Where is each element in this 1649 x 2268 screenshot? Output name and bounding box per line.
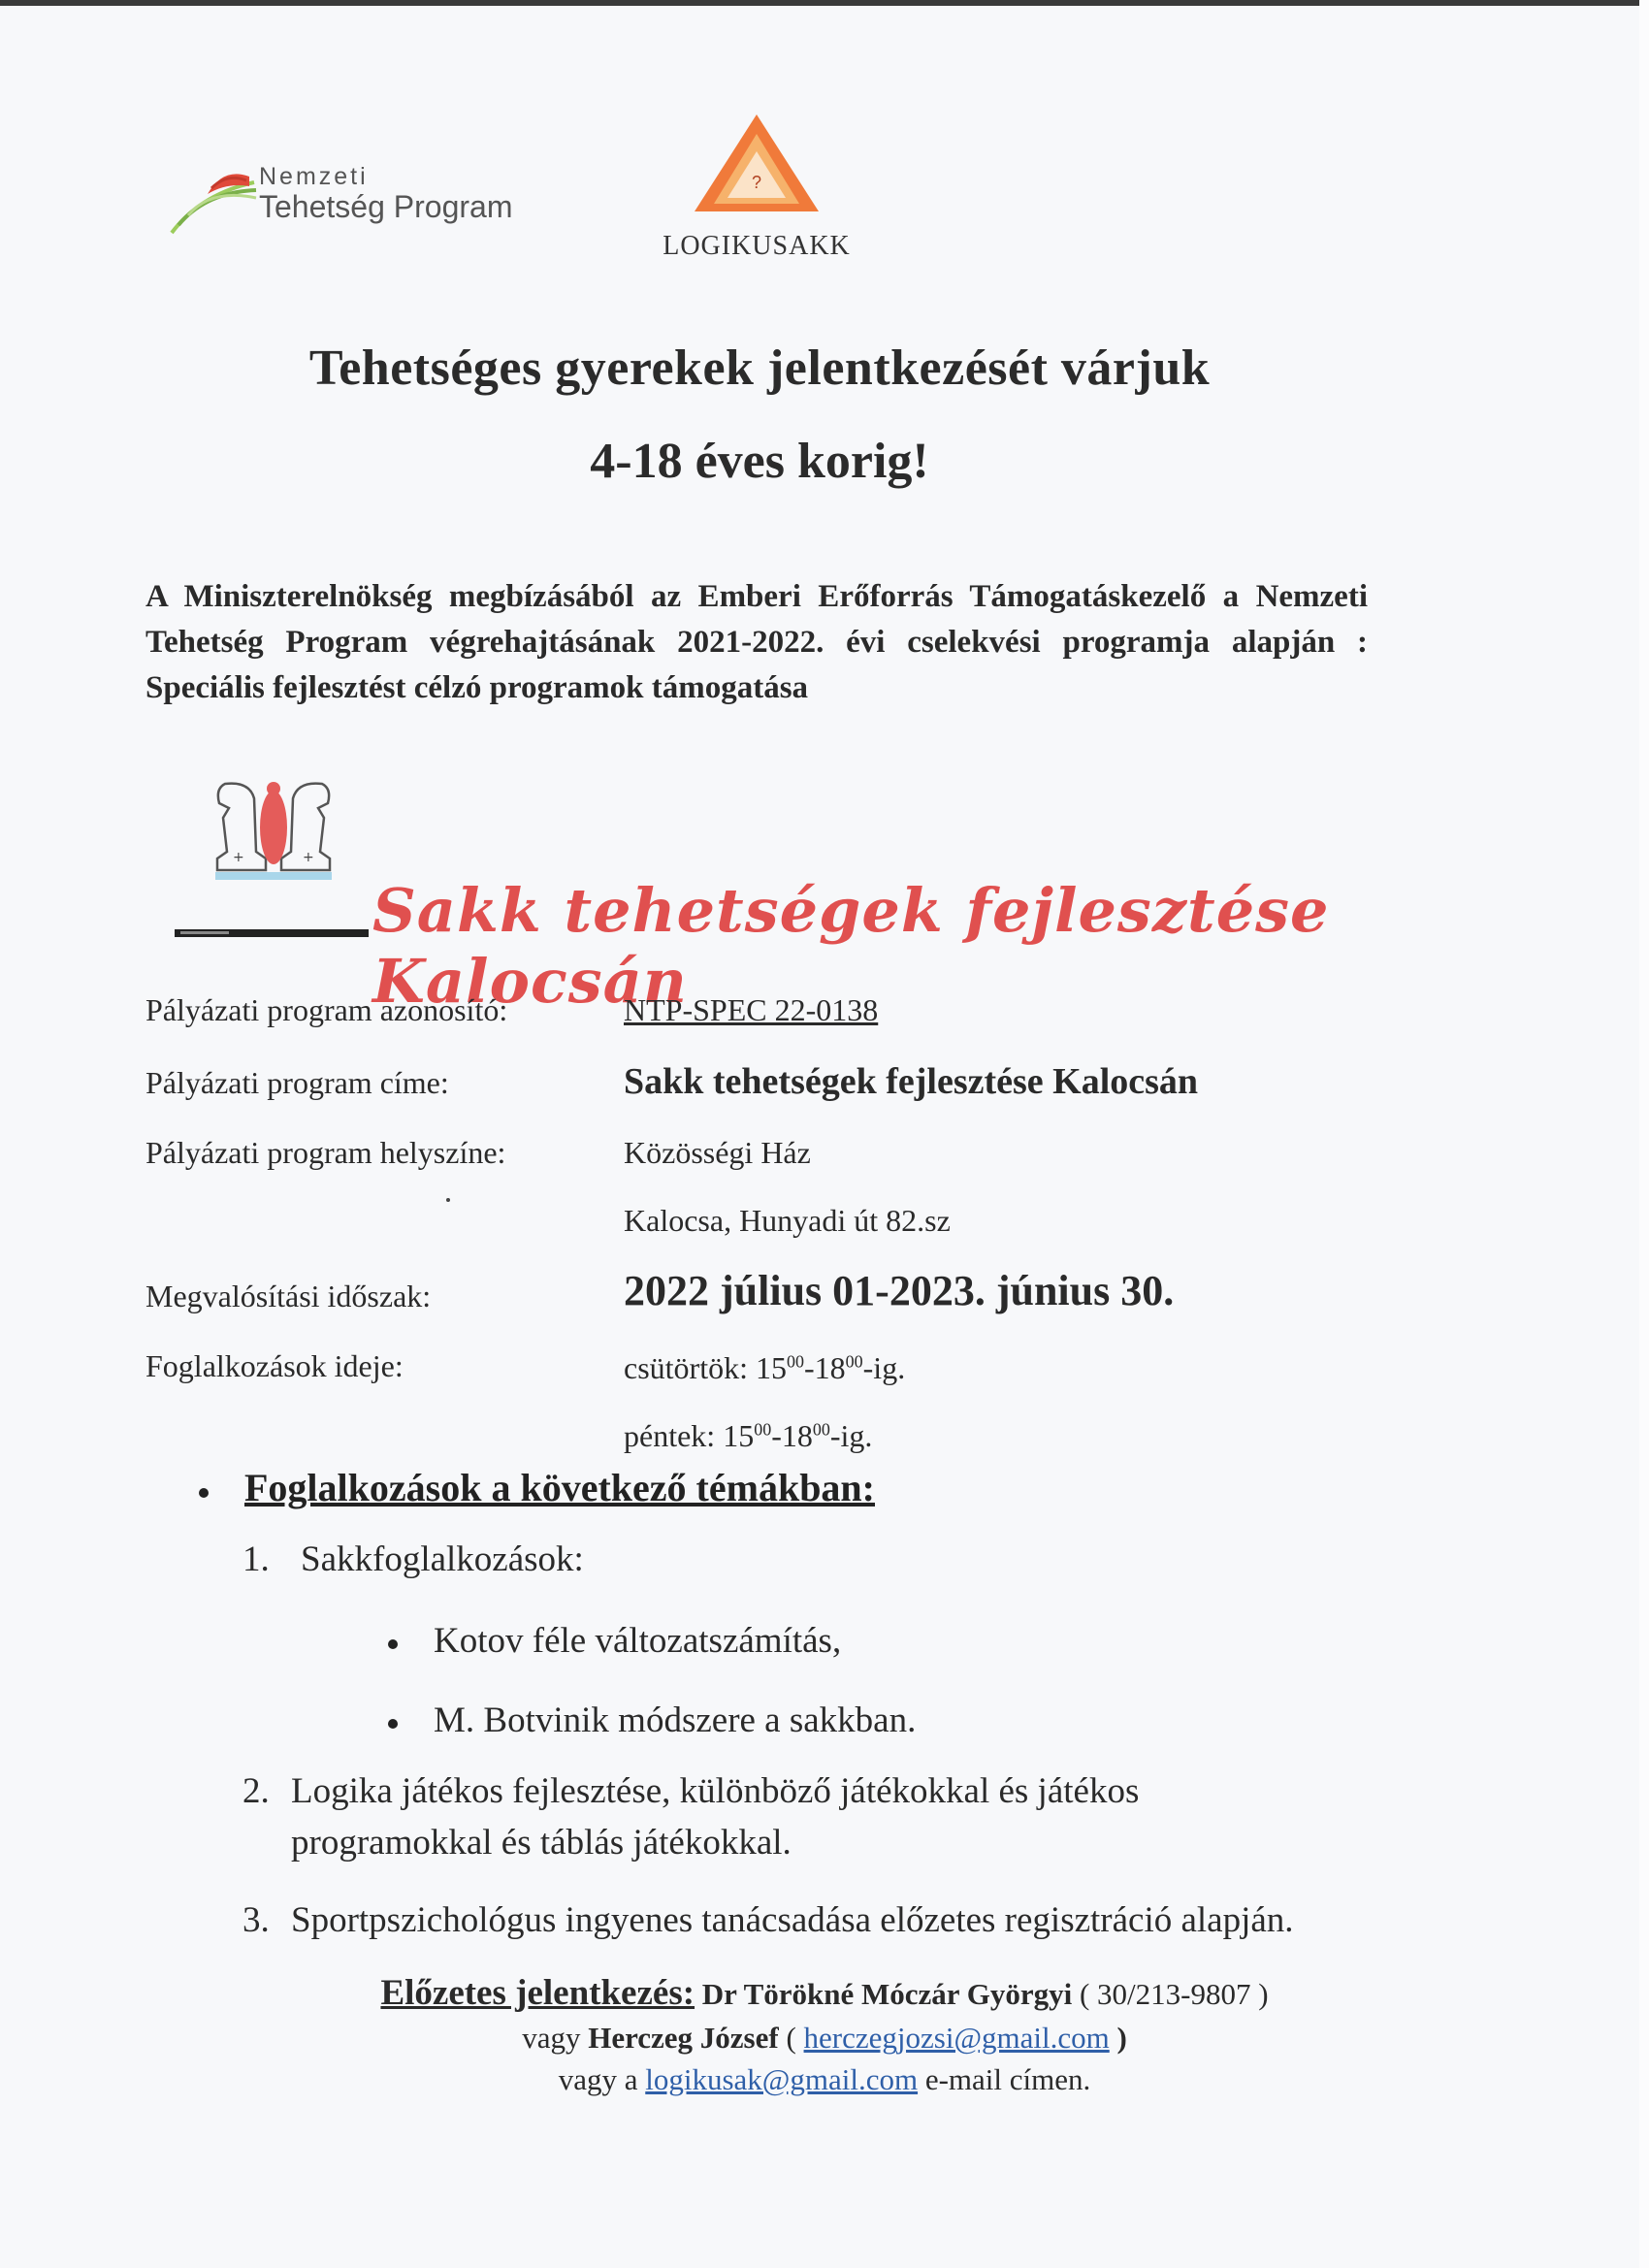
logikusakk-label: LOGIKUSAKK: [663, 231, 851, 261]
contact-line-2: [0, 2021, 1649, 2056]
program-title: Sakk tehetségek fejlesztése Kalocsán: [372, 875, 1330, 1017]
topic-number-1: 1.: [242, 1539, 270, 1579]
time-sup: 00: [754, 1419, 772, 1440]
period-label: Megvalósítási időszak:: [146, 1279, 432, 1313]
program-title-value: Sakk tehetségek fejlesztése Kalocsán: [624, 1061, 1199, 1102]
program-location-label: Pályázati program helyszíne:: [146, 1135, 506, 1170]
logikusakk-logo: [689, 109, 824, 215]
topic-item-3: Sportpszichológus ingyenes tanácsadása előzetes regisztráció alapján.: [291, 1900, 1294, 1940]
period-value: 2022 július 01-2023. június 30.: [624, 1267, 1175, 1314]
contact-person-2: Herczeg József: [588, 2021, 779, 2055]
topic-number-3: 3.: [242, 1900, 270, 1940]
contact-line-1: [0, 1972, 1649, 2014]
time-dash: -18: [803, 1350, 846, 1385]
topic-sub-1: Kotov féle változatszámítás,: [434, 1621, 842, 1661]
contact-person-1: Dr Törökné Móczár Györgyi: [701, 1977, 1073, 2011]
headline-line1: Tehetséges gyerekek jelentkezését várjuk: [308, 340, 1211, 396]
program-id-value: NTP-SPEC 22-0138: [624, 992, 879, 1027]
topic-item-1: Sakkfoglalkozások:: [301, 1539, 584, 1579]
page-edge: [1639, 0, 1649, 2268]
top-border: [0, 0, 1649, 6]
topic-item-2-line2: programokkal és táblás játékokkal.: [291, 1823, 792, 1863]
contact-label: Előzetes jelentkezés:: [380, 1973, 695, 2013]
stray-dot: [446, 1198, 450, 1202]
program-id-label: Pályázati program azonosító:: [146, 992, 508, 1027]
svg-text:+: +: [233, 850, 244, 865]
title-rule: [175, 929, 369, 937]
contact-phone: ( 30/213-9807 ): [1079, 1977, 1269, 2011]
email-open-paren: (: [786, 2021, 796, 2055]
svg-text:+: +: [303, 850, 314, 865]
email-link-herczeg[interactable]: herczegjozsi@gmail.com: [803, 2021, 1110, 2055]
time-suffix: -ig.: [829, 1418, 873, 1453]
logo-question-mark: ?: [751, 173, 762, 192]
topic-sub-2: M. Botvinik módszere a sakkban.: [434, 1701, 917, 1740]
topics-title: Foglalkozások a következő témákban:: [244, 1466, 875, 1509]
time-sup: 00: [812, 1419, 830, 1440]
time-sup: 00: [845, 1351, 863, 1372]
email-close-paren: ): [1116, 2021, 1127, 2055]
thursday-text: csütörtök: 15: [624, 1350, 787, 1385]
time-dash: -18: [771, 1418, 813, 1453]
bullet-dot: [388, 1719, 398, 1729]
program-location-value1: Közösségi Ház: [624, 1135, 811, 1170]
topic-number-2: 2.: [242, 1771, 270, 1811]
intro-paragraph: A Miniszterelnökség megbízásából az Emberi Erőforrás Támogatáskezelő a Nemzeti Tehetség Program végrehajtásának 2021-2022. évi cselekvési programja alapján : Speciális fejlesztést célzó programok támogatása: [146, 579, 1368, 705]
program-title-label: Pályázati program címe:: [146, 1065, 449, 1100]
sessions-time-friday: [624, 1418, 872, 1454]
contact-suffix: e-mail címen.: [924, 2062, 1091, 2096]
headline-line2: 4-18 éves korig!: [590, 434, 929, 489]
contact-line-3: [0, 2062, 1649, 2097]
contact-or-2: vagy a: [558, 2062, 638, 2096]
topic-item-2-line1: Logika játékos fejlesztése, különböző játékokkal és játékos: [291, 1771, 1140, 1811]
email-link-logikusak[interactable]: logikusak@gmail.com: [645, 2062, 919, 2096]
ntp-name-line1: Nemzeti: [259, 163, 369, 190]
program-location-value2: Kalocsa, Hunyadi út 82.sz: [624, 1203, 951, 1238]
ntp-logo: [167, 155, 516, 243]
bullet-dot: [199, 1488, 209, 1498]
warning-triangle-icon: [689, 109, 824, 215]
time-sup: 00: [786, 1351, 804, 1372]
sessions-time-label: Foglalkozások ideje:: [146, 1348, 404, 1383]
ntp-name-line2: Tehetség Program: [259, 189, 513, 224]
contact-or-1: vagy: [522, 2021, 581, 2055]
chess-knights-icon: [206, 769, 341, 886]
time-suffix: -ig.: [862, 1350, 906, 1385]
sessions-time-thursday: [624, 1350, 905, 1386]
bullet-dot: [388, 1639, 398, 1649]
ntp-swoosh-icon: [167, 155, 259, 243]
friday-text: péntek: 15: [624, 1418, 755, 1453]
